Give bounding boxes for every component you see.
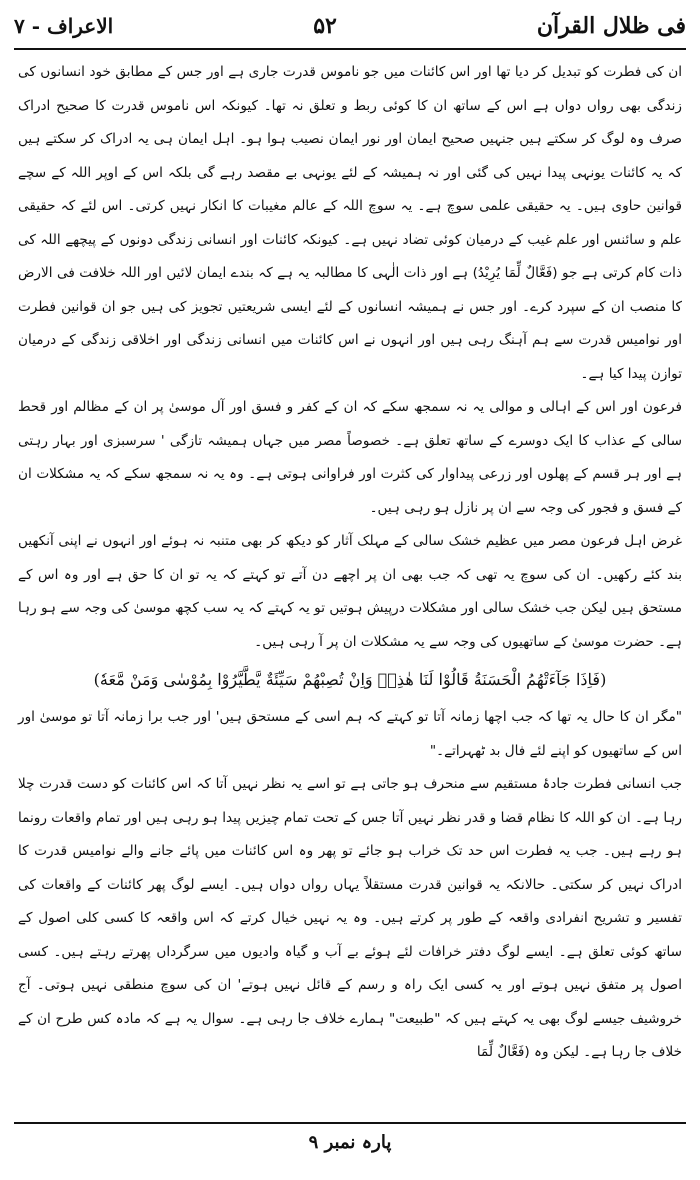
header-rule xyxy=(14,48,686,50)
paragraph: "مگر ان کا حال یہ تھا کہ جب اچھا زمانہ آتا تو کہتے کہ ہم اسی کے مستحق ہیں' اور جب برا زمانہ آتا تو موسیٰ اور اس کے ساتھیوں کو اپنے لئے فال بد ٹھہراتے۔" xyxy=(18,709,682,759)
paragraph: جب انسانی فطرت جادۂ مستقیم سے منحرف ہو جاتی ہے تو اسے یہ نظر نہیں آتا کہ اس کائنات کو دست قدرت چلا رہا ہے۔ ان کو اللہ کا نظام قضا و قدر نظر نہیں آتا جس کے تحت تمام چیزیں پیدا ہو رہی ہیں اور تمام واقعات رونما ہو رہے ہیں۔ جب یہ فطرت اس حد تک خراب ہو جائے تو پھر وہ اس کائنات میں پائے جانے والے نوامیس قدرت کا ادراک نہیں کر سکتی۔ حالانکہ یہ قوانین قدرت مستقلاً یہاں رواں دواں ہیں۔ ایسے لوگ پھر کائنات کے واقعات کی تفسیر و تشریح انفرادی واقعہ کے طور پر کرتے ہیں۔ وہ یہ نہیں خیال کرتے کہ اس واقعہ کا کسی کلی اصول کے ساتھ کوئی تعلق ہے۔ ایسے لوگ دفتر خرافات لئے ہوئے بے آب و گیاہ وادیوں میں سرگرداں پھرتے رہتے ہیں۔ کسی اصول پر متفق نہیں ہوتے اور یہ کسی ایک راہ و رسم کے قائل نہیں ہوتے' ان کی سوچ منطقی نہیں ہوتی۔ آج خروشیف جیسے لوگ بھی یہ کہتے ہیں کہ "طبیعت" ہمارے خلاف جا رہی ہے۔ سوال یہ ہے کہ مادہ کس طرح ان کے خلاف جا رہا ہے۔ لیکن وہ (فَعَّالٌ لِّمَا xyxy=(18,776,682,1060)
paragraph: فرعون اور اس کے اہالی و موالی یہ نہ سمجھ سکے کہ ان کے کفر و فسق اور آل موسیٰ پر ان کے مظالم اور قحط سالی کے عذاب کا ایک دوسرے کے ساتھ تعلق ہے۔ خصوصاً مصر میں جہاں ہمیشہ تازگی ' سرسبزی اور بہار رہتی ہے اور ہر قسم کے پھلوں اور زرعی پیداوار کی کثرت اور فراوانی ہوتی ہے۔ وہ یہ نہ سمجھ سکے کہ یہ مشکلات ان کے فسق و فجور کی وجہ سے ان پر نازل ہو رہی ہیں۔ xyxy=(18,399,682,516)
footer-rule xyxy=(14,1122,686,1124)
paragraph: ان کی فطرت کو تبدیل کر دیا تھا اور اس کائنات میں جو ناموس قدرت جاری ہے اور جس کے مطابق خود انسانوں کی زندگی بھی رواں دواں ہے اس کے ساتھ ان کا کوئی ربط و تعلق نہ تھا۔ کیونکہ اس ناموس قدرت کا صحیح ادراک صرف وہ لوگ کر سکتے ہیں جنہیں صحیح ایمان اور نور ایمان نصیب ہوا ہو۔ اہل ایمان ہی یہ ادراک کر سکتے ہیں کہ یہ کائنات یونہی پیدا نہیں کی گئی اور نہ ہمیشہ کے لئے یونہی بے مقصد رہے گی بلکہ اس کے اوپر اللہ کے سچے قوانین حاوی ہیں۔ یہ حقیقی علمی سوچ ہے۔ یہ سوچ اللہ کے عالم مغیبات کا انکار نہیں کرتی۔ اس لئے کہ حقیقی علم و سائنس اور علم غیب کے درمیان کوئی تضاد نہیں ہے۔ کیونکہ کائنات اور انسانی زندگی دونوں کے پیچھے اللہ کی ذات کام کرتی ہے جو (فَعَّالٌ لِّمَا یُرِیْدُ) ہے اور ذات الٰہی کا مطالبہ یہ ہے کہ بندے ایمان لائیں اور اللہ خلافت فی الارض کا منصب ان کے سپرد کرے۔ اور جس نے ہمیشہ انسانوں کے لئے ایسی شریعتیں تجویز کی ہیں جو ان قوانین فطرت اور نوامیس قدرت سے ہم آہنگ رہی ہیں اور انہوں نے اس کائنات میں انسانی زندگی اور اخلاقی زندگی کے درمیان توازن پیدا کیا ہے۔ xyxy=(18,64,682,382)
quran-verse: (فَاِذَا جَآءَتْهُمُ الْحَسَنَةُ قَالُوْا لَنَا هٰذِهٖ وَاِنْ تُصِبْهُمْ سَیِّئَةٌ یَّطَّیَّرُوْا بِمُوْسٰی وَمَنْ مَّعَهٗ) xyxy=(93,670,607,689)
sura-name: الاعراف - ۷ xyxy=(14,14,114,38)
page-body xyxy=(18,56,682,1118)
page-number: ۵۲ xyxy=(313,13,337,39)
paragraph: غرض اہل فرعون مصر میں عظیم خشک سالی کے مہلک آثار کو دیکھ کر بھی متنبہ نہ ہوئے اور انہوں نے اپنی آنکھیں بند کئے رکھیں۔ ان کی سوچ یہ تھی کہ جب بھی ان پر اچھے دن آتے تو کہتے کہ یہ تو ان کا حق ہے اور وہ اس کے مستحق ہیں لیکن جب خشک سالی اور مشکلات درپیش ہوتیں تو یہ کہتے کہ یہ سب کچھ موسیٰ کی وجہ سے ہو رہا ہے۔ حضرت موسیٰ کے ساتھیوں کی وجہ سے یہ مشکلات ان پر آ رہی ہیں۔ xyxy=(18,533,682,650)
book-title: فی ظلال القرآن xyxy=(536,13,686,39)
page-header xyxy=(14,6,686,46)
page-footer: پارہ نمبر ۹ xyxy=(308,1132,392,1153)
